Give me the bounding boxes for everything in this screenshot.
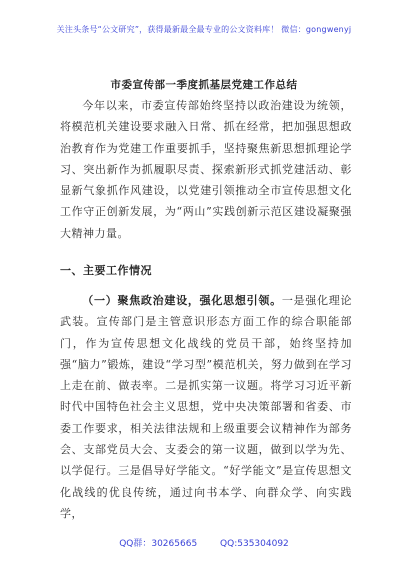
intro-paragraph <box>60 95 352 244</box>
section-heading: 一、主要工作情况 <box>60 264 152 277</box>
document-title: 市委宣传部一季度抓基层党建工作总结 <box>110 79 298 91</box>
subsection-heading: （一）聚焦政治建设，强化思想引领。 <box>82 294 282 307</box>
intro-text: 今年以来，市委宣传部始终坚持以政治建设为统领，将模范机关建设要求融入日常、抓在经常，把加强思想政治教育作为党建工作重要抓手，坚持聚焦新思想抓理论学习、突出新作为抓履职尽责、探索新形式抓党建活动、彰显新气象抓作风建设，以党建引领推动全市宣传思想文化工作守正创新发展，为“两山”实践创新示范区建设凝聚强大精神力量。 <box>60 99 352 240</box>
footer-contact <box>0 536 408 549</box>
promo-banner: 关注头条号“公文研究”，获得最新最全最专业的公文资料库！ 微信：gongwenyj <box>56 25 352 34</box>
section-paragraph <box>60 290 352 524</box>
footer-qq: QQ:535304092 <box>220 539 289 549</box>
footer-qq-group: QQ群：30265665 <box>119 539 198 549</box>
subsection-text: 一是强化理论武装。宣传部门是主管意识形态方面工作的综合职能部门，作为宣传思想文化战线的党员干部，始终坚持加强“脑力”锻炼，建设“学习型”模范机关，努力做到在学习上走在前、做表率。二是抓实第一议题。将学习习近平新时代中国特色社会主义思想，党中央决策部署和省委、市委工作要求，相关法律法规和上级重要会议精神作为部务会、支部党员大会、支委会的第一议题，做到以学为先、以学促行。三是倡导好学能文。“好学能文”是宣传思想文化战线的优良传统，通过向书本学、向群众学、向实践学， <box>60 294 353 520</box>
